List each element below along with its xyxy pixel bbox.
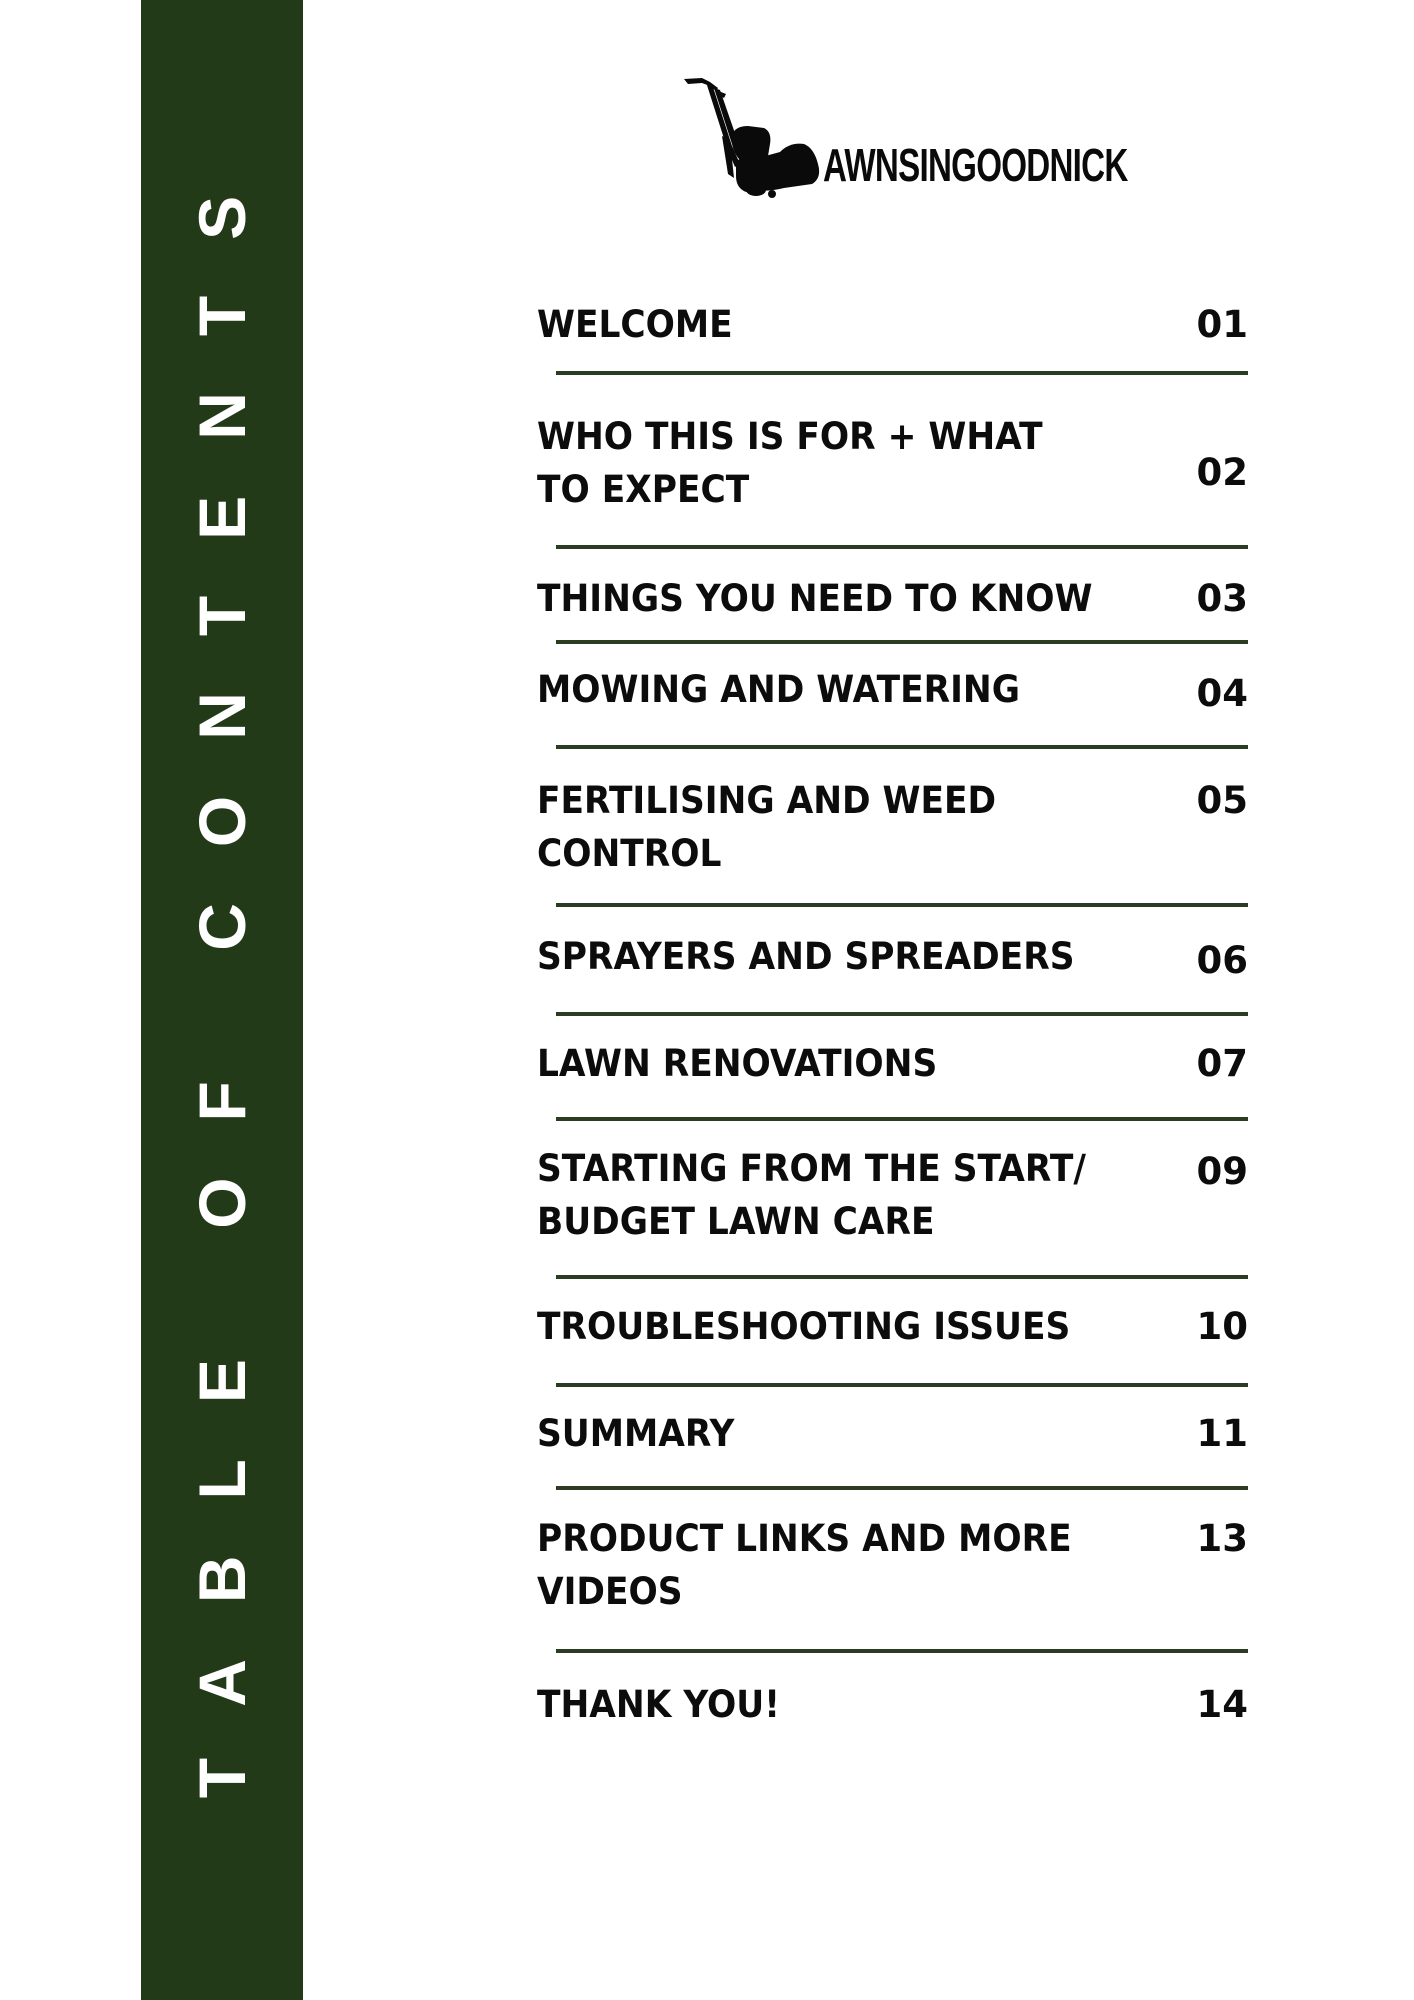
- divider: [556, 1649, 1248, 1653]
- toc-entry-title: LAWN RENOVATIONS: [537, 1042, 938, 1085]
- toc-entry-page: 06: [1196, 939, 1248, 982]
- brand-name: AWNSINGOODNICK: [823, 139, 1128, 191]
- toc-entry-page: 09: [1196, 1150, 1248, 1193]
- toc-entry-thank-you[interactable]: [537, 1678, 1248, 1738]
- toc-entry-page: 05: [1196, 779, 1248, 822]
- toc-entry-title: THANK YOU!: [537, 1683, 780, 1726]
- toc-entry-troubleshooting-issues[interactable]: [537, 1300, 1248, 1360]
- divider: [556, 1012, 1248, 1016]
- toc-entry-page: 01: [1196, 303, 1248, 346]
- divider: [556, 1486, 1248, 1490]
- toc-entry-page: 04: [1196, 672, 1248, 715]
- divider: [556, 1383, 1248, 1387]
- toc-entry-title: PRODUCT LINKS AND MORE VIDEOS: [537, 1517, 1072, 1613]
- toc-entry-who-this-is-for[interactable]: [537, 410, 1248, 520]
- toc-entry-welcome[interactable]: [537, 298, 1248, 358]
- toc-entry-title: SUMMARY: [537, 1412, 735, 1455]
- toc-entry-lawn-renovations[interactable]: [537, 1037, 1248, 1097]
- toc-entry-title: MOWING AND WATERING: [537, 668, 1020, 711]
- toc-entry-starting-from-the-start[interactable]: [537, 1142, 1248, 1252]
- toc-entry-mowing-and-watering[interactable]: [537, 663, 1248, 723]
- toc-entry-things-you-need-to-know[interactable]: [537, 572, 1248, 632]
- divider: [556, 371, 1248, 375]
- divider: [556, 545, 1248, 549]
- divider: [556, 640, 1248, 644]
- vertical-title: TABLE OF CONTENTS: [185, 139, 259, 1799]
- toc-entry-title: FERTILISING AND WEED CONTROL: [537, 779, 997, 875]
- divider: [556, 1275, 1248, 1279]
- toc-entry-title: THINGS YOU NEED TO KNOW: [537, 577, 1093, 620]
- divider: [556, 1117, 1248, 1121]
- toc-entry-title: WHO THIS IS FOR + WHAT TO EXPECT: [537, 415, 1043, 511]
- toc-entry-product-links[interactable]: [537, 1512, 1248, 1622]
- toc-entry-page: 03: [1196, 577, 1248, 620]
- divider: [556, 745, 1248, 749]
- divider: [556, 903, 1248, 907]
- toc-entry-sprayers-and-spreaders[interactable]: [537, 930, 1248, 990]
- toc-entry-page: 02: [1196, 451, 1248, 494]
- toc-entry-page: 14: [1196, 1683, 1248, 1726]
- toc-entry-page: 11: [1196, 1412, 1248, 1455]
- toc-entry-page: 10: [1196, 1305, 1248, 1348]
- toc-entry-title: WELCOME: [537, 303, 733, 346]
- lawn-mower-icon: [680, 74, 825, 199]
- toc-entry-page: 13: [1196, 1517, 1248, 1560]
- toc-entry-summary[interactable]: [537, 1407, 1248, 1467]
- toc-entry-fertilising-and-weed-control[interactable]: [537, 774, 1248, 884]
- toc-entry-page: 07: [1196, 1042, 1248, 1085]
- toc-entry-title: TROUBLESHOOTING ISSUES: [537, 1305, 1071, 1348]
- toc-entry-title: SPRAYERS AND SPREADERS: [537, 935, 1075, 978]
- sidebar-band: [141, 0, 303, 2000]
- brand-logo: [680, 74, 1128, 199]
- toc-entry-title: STARTING FROM THE START/ BUDGET LAWN CARE: [537, 1147, 1086, 1243]
